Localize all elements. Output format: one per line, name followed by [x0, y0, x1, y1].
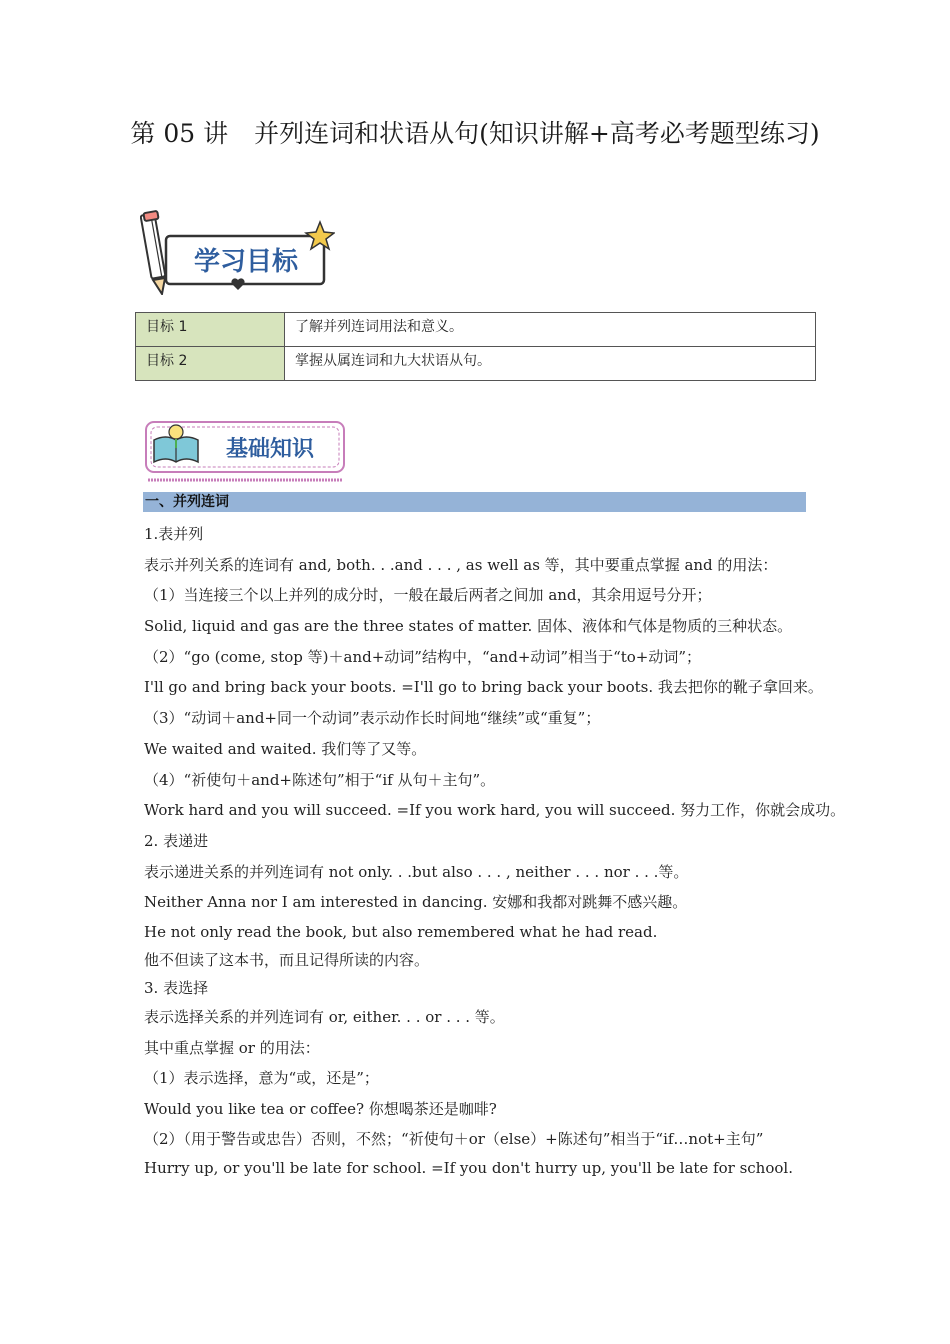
table-row [136, 347, 816, 381]
subheading: 1.表并列 [144, 525, 204, 543]
content-body [144, 519, 846, 1183]
paragraph-line: （4）“祈使句＋and+陈述句”相于“if 从句＋主句”。 [144, 770, 496, 789]
goal-key: 目标 1 [136, 313, 285, 347]
paragraph-line: （1）表示选择，意为“或，还是”； [144, 1069, 379, 1088]
paragraph-line: 表示选择关系的并列连词有 or, either. . . or . . . 等。 [144, 1007, 505, 1026]
example-line: Hurry up, or you'll be late for school. =If you don't hurry up, you'll be late for school. [144, 1158, 793, 1177]
table-row [136, 313, 816, 347]
pencil-icon [141, 211, 166, 294]
example-line: Would you like tea or coffee? 你想喝茶还是咖啡? [144, 1100, 497, 1118]
example-line: Work hard and you will succeed. =If you work hard, you will succeed. 努力工作，你就会成功。 [144, 801, 846, 820]
subheading: 2. 表递进 [144, 831, 209, 850]
goal-value: 了解并列连词用法和意义。 [285, 313, 816, 347]
paragraph-line: （2）（用于警告或忠告）否则，不然；“祈使句＋or（else）+陈述句”相当于“if…not+主句” [144, 1129, 764, 1148]
paragraph-line: 表示并列关系的连词有 and, both. . .and . . . , as well as 等，其中要重点掌握 and 的用法： [144, 555, 778, 574]
subheading: 3. 表选择 [144, 978, 209, 997]
goal-value: 掌握从属连词和九大状语从句。 [285, 347, 816, 381]
paragraph-line: （3）“动词＋and+同一个动词”表示动作长时间地“继续”或“重复”； [144, 709, 601, 728]
example-line: I'll go and bring back your boots. =I'll go to bring back your boots. 我去把你的靴子拿回来。 [144, 678, 823, 697]
heart-icon [231, 278, 244, 290]
title-lecture-number: 第 05 讲 [130, 119, 229, 148]
badge-goals-text: 学习目标 [193, 247, 299, 277]
example-translation: 他不但读了这本书，而且记得所读的内容。 [144, 950, 430, 969]
title-main: 并列连词和状语从句(知识讲解+高考必考题型练习) [254, 119, 820, 148]
paragraph-line: 其中重点掌握 or 的用法： [144, 1038, 320, 1057]
goals-table [135, 312, 816, 381]
section-heading: 一、并列连词 [143, 492, 806, 512]
learning-goals-badge [140, 210, 335, 295]
example-line: We waited and waited. 我们等了又等。 [144, 739, 427, 758]
paragraph-line: 表示递进关系的并列连词有 not only. . .but also . . . , neither . . . nor . . .等。 [144, 862, 689, 881]
paragraph-line: （2）“go (come, stop 等)＋and+动词”结构中，“and+动词”相当于“to+动词”； [144, 647, 702, 666]
example-line: Solid, liquid and gas are the three states of matter. 固体、液体和气体是物质的三种状态。 [144, 617, 793, 636]
example-line: He not only read the book, but also remembered what he had read. [144, 922, 658, 941]
example-line: Neither Anna nor I am interested in dancing. 安娜和我都对跳舞不感兴趣。 [144, 893, 688, 912]
goal-key: 目标 2 [136, 347, 285, 381]
page-title [130, 112, 820, 156]
basic-knowledge-badge [142, 418, 352, 486]
paragraph-line: （1）当连接三个以上并列的成分时，一般在最后两者之间加 and，其余用逗号分开； [144, 586, 712, 605]
badge-knowledge-text: 基础知识 [225, 437, 315, 462]
